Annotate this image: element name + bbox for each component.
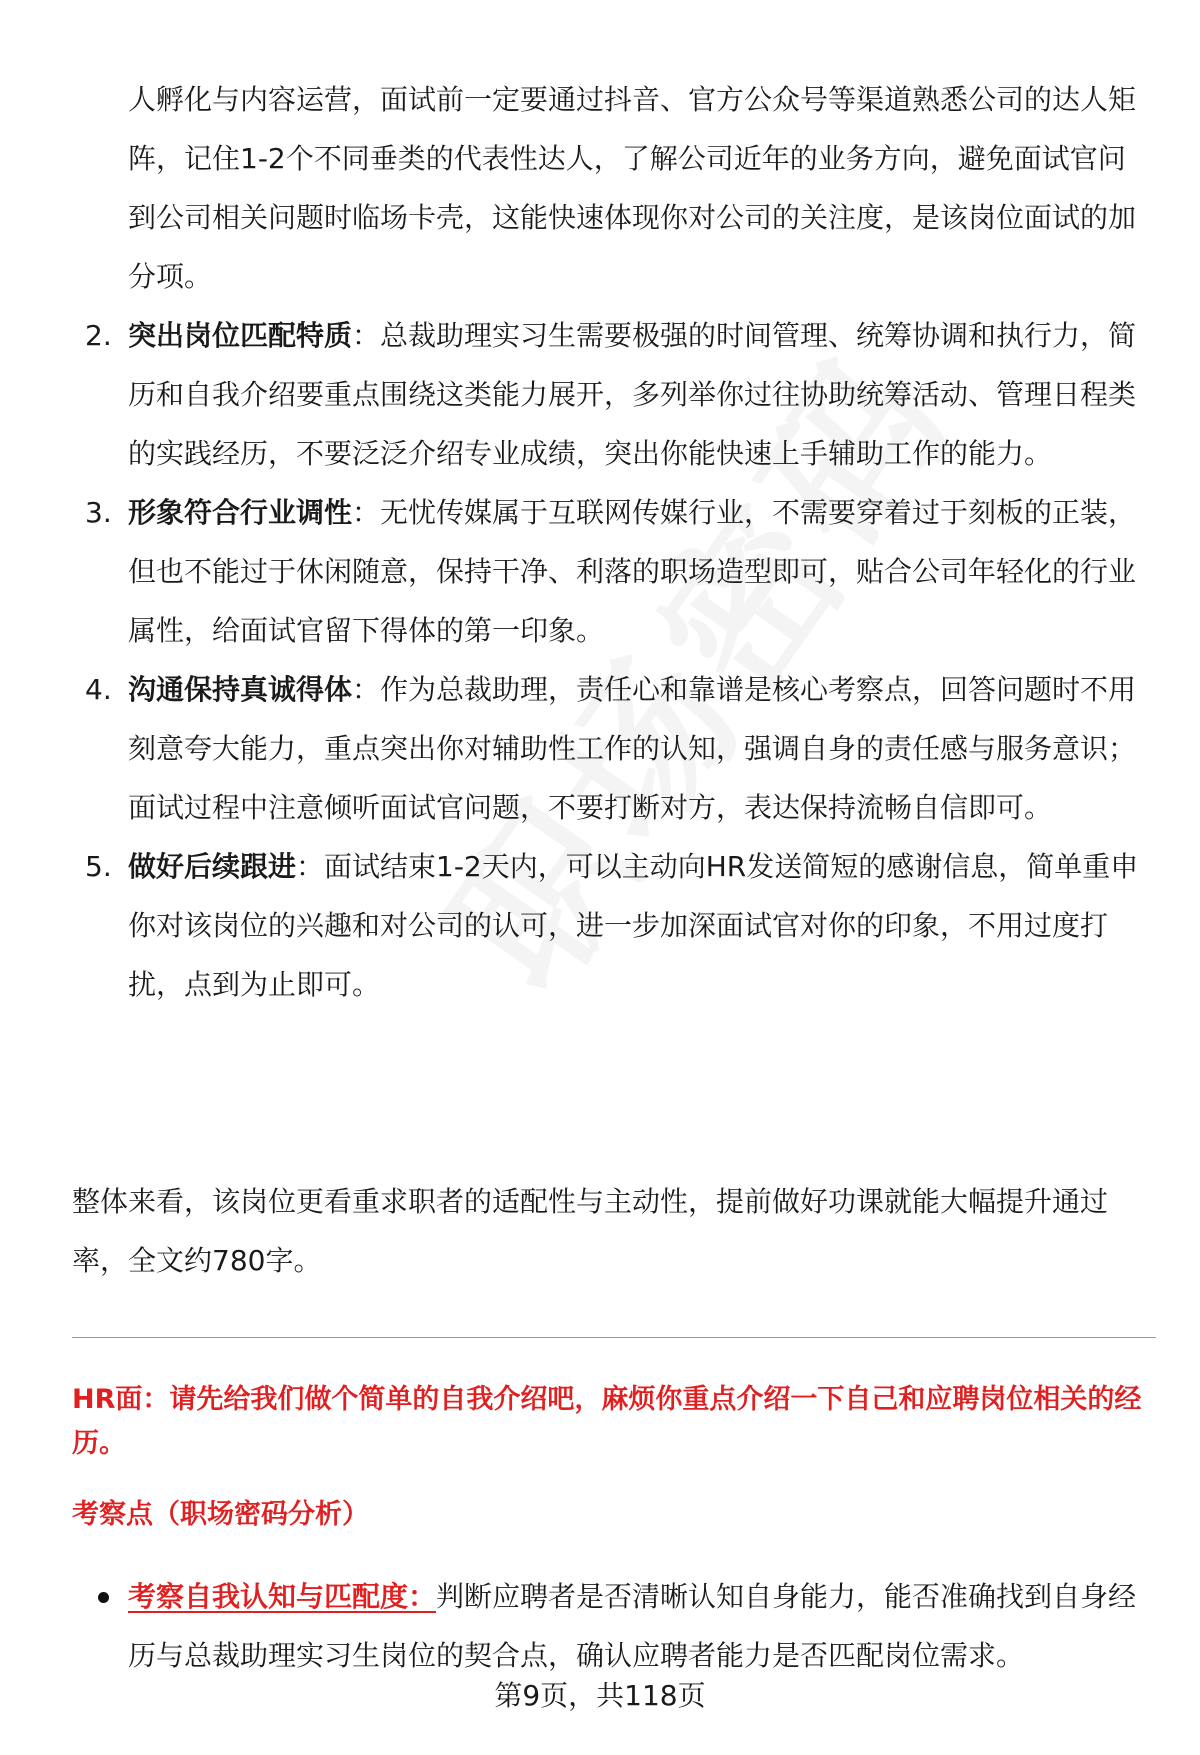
analysis-bullet-item xyxy=(84,1567,1148,1685)
tip-body: ：无忧传媒属于互联网传媒行业，不需要穿着过于刻板的正装，但也不能过于休闲随意，保持干净、利落的职场造型即可，贴合公司年轻化的行业属性，给面试官留下得体的第一印象。 xyxy=(128,496,1137,647)
tip-body: ：作为总裁助理，责任心和靠谱是核心考察点，回答问题时不用刻意夸大能力，重点突出你对辅助性工作的认知，强调自身的责任感与服务意识；面试过程中注意倾听面试官问题，不要打断对方，表达保持流畅自信即可。 xyxy=(128,673,1137,824)
hr-question: HR面：请先给我们做个简单的自我介绍吧，麻烦你重点介绍一下自己和应聘岗位相关的经历。 xyxy=(72,1384,1142,1459)
tip-body: ：总裁助理实习生需要极强的时间管理、统筹协调和执行力，简历和自我介绍要重点围绕这类能力展开，多列举你过往协助统筹活动、管理日程类的实践经历，不要泛泛介绍专业成绩，突出你能快速上手辅助工作的能力。 xyxy=(128,319,1137,470)
tip-item-5 xyxy=(80,837,1148,1014)
bullet-body: 判断应聘者是否清晰认知自身能力，能否准确找到自身经历与总裁助理实习生岗位的契合点，确认应聘者能力是否匹配岗位需求。 xyxy=(128,1580,1137,1672)
tip-title: 做好后续跟进 xyxy=(128,850,297,883)
tip-item-2 xyxy=(80,306,1148,483)
bullet-title: 考察自我认知与匹配度： xyxy=(128,1580,437,1613)
tips-list xyxy=(80,306,1148,1014)
tip-number: 3. xyxy=(85,496,112,529)
tip-number: 5. xyxy=(85,850,112,883)
section-divider xyxy=(72,1337,1156,1338)
bullet-dot-icon xyxy=(98,1592,109,1603)
summary-paragraph: 整体来看，该岗位更看重求职者的适配性与主动性，提前做好功课就能大幅提升通过率，全文约780字。 xyxy=(72,1185,1109,1277)
tip-item-4 xyxy=(80,660,1148,837)
analysis-bullet-list xyxy=(84,1567,1148,1685)
tip-title: 沟通保持真诚得体 xyxy=(128,673,353,706)
tip-title: 突出岗位匹配特质 xyxy=(128,319,353,352)
tip-title: 形象符合行业调性 xyxy=(128,496,353,529)
tip-number: 4. xyxy=(85,673,112,706)
tip-item-3 xyxy=(80,483,1148,660)
analysis-section-title: 考察点（职场密码分析） xyxy=(72,1499,369,1530)
page-footer: 第9页，共118页 xyxy=(494,1679,706,1712)
continuation-paragraph: 人孵化与内容运营，面试前一定要通过抖音、官方公众号等渠道熟悉公司的达人矩阵，记住1-2个不同垂类的代表性达人，了解公司近年的业务方向，避免面试官问到公司相关问题时临场卡壳，这能快速体现你对公司的关注度，是该岗位面试的加分项。 xyxy=(128,83,1137,293)
tip-body: ：面试结束1-2天内，可以主动向HR发送简短的感谢信息，简单重申你对该岗位的兴趣和对公司的认可，进一步加深面试官对你的印象，不用过度打扰，点到为止即可。 xyxy=(128,850,1139,1001)
tip-number: 2. xyxy=(85,319,112,352)
